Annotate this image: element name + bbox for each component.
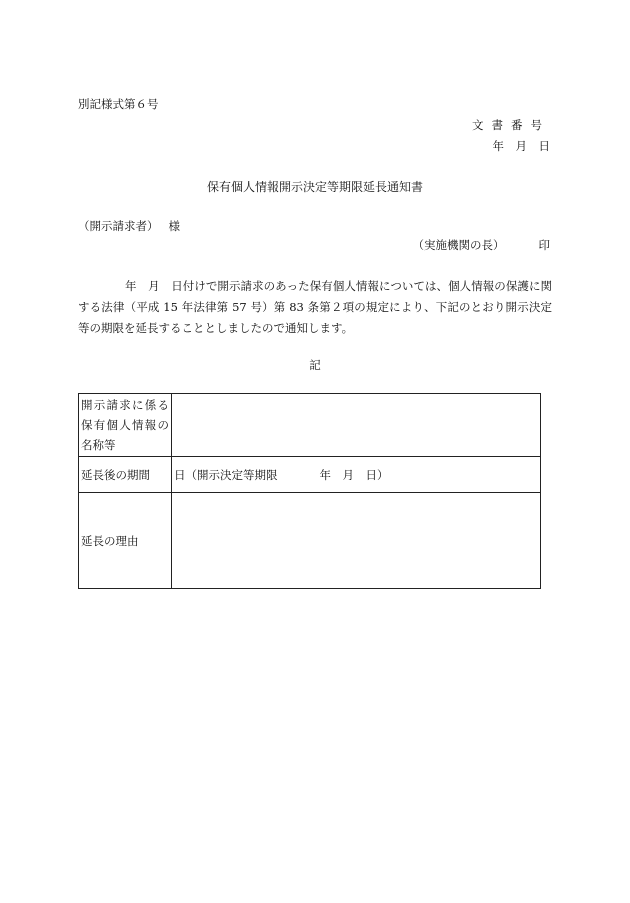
issue-date: 年 月 日 [492, 139, 550, 153]
extension-reason-value [172, 493, 541, 589]
document-title: 保有個人情報開示決定等期限延長通知書 [206, 180, 423, 194]
addressee-honorific: 様 [168, 219, 180, 233]
label-line: 名称等 [81, 438, 116, 452]
request-info-label [79, 394, 172, 457]
label-line: 保有個人情報の [81, 418, 169, 432]
sender-name: （実施機関の長） [412, 238, 505, 252]
table-row [79, 394, 541, 457]
addressee [78, 218, 180, 234]
extension-reason-label: 延長の理由 [79, 493, 172, 589]
notice-body [78, 276, 552, 339]
extended-period-value [172, 457, 541, 493]
seal-mark: 印 [538, 238, 550, 252]
label-line: 開示請求に係る [81, 398, 169, 412]
table-row [79, 457, 541, 493]
extended-period-prefix: 日（開示決定等期限 [174, 467, 278, 482]
extended-period-date: 年 月 日） [319, 467, 389, 482]
extended-period-label: 延長後の期間 [79, 457, 172, 493]
table-row [79, 493, 541, 589]
request-info-value [172, 394, 541, 457]
form-number: 別記様式第６号 [78, 97, 159, 111]
notice-paragraph: 開示請求のあった保有個人情報については、個人情報の保護に関する法律（平成 15 年法律第 57 号）第 83 条第２項の規定により、下記のとおり開示決定等の期限を延長することとしましたので通知します。 [78, 279, 553, 335]
sender [413, 237, 551, 253]
document-number: 文書番号 [472, 118, 550, 132]
detail-table [78, 393, 541, 589]
addressee-name: （開示請求者） [78, 219, 159, 233]
notice-date-part: 年 月 日付けで [125, 279, 218, 293]
ki-heading: 記 [309, 358, 321, 372]
